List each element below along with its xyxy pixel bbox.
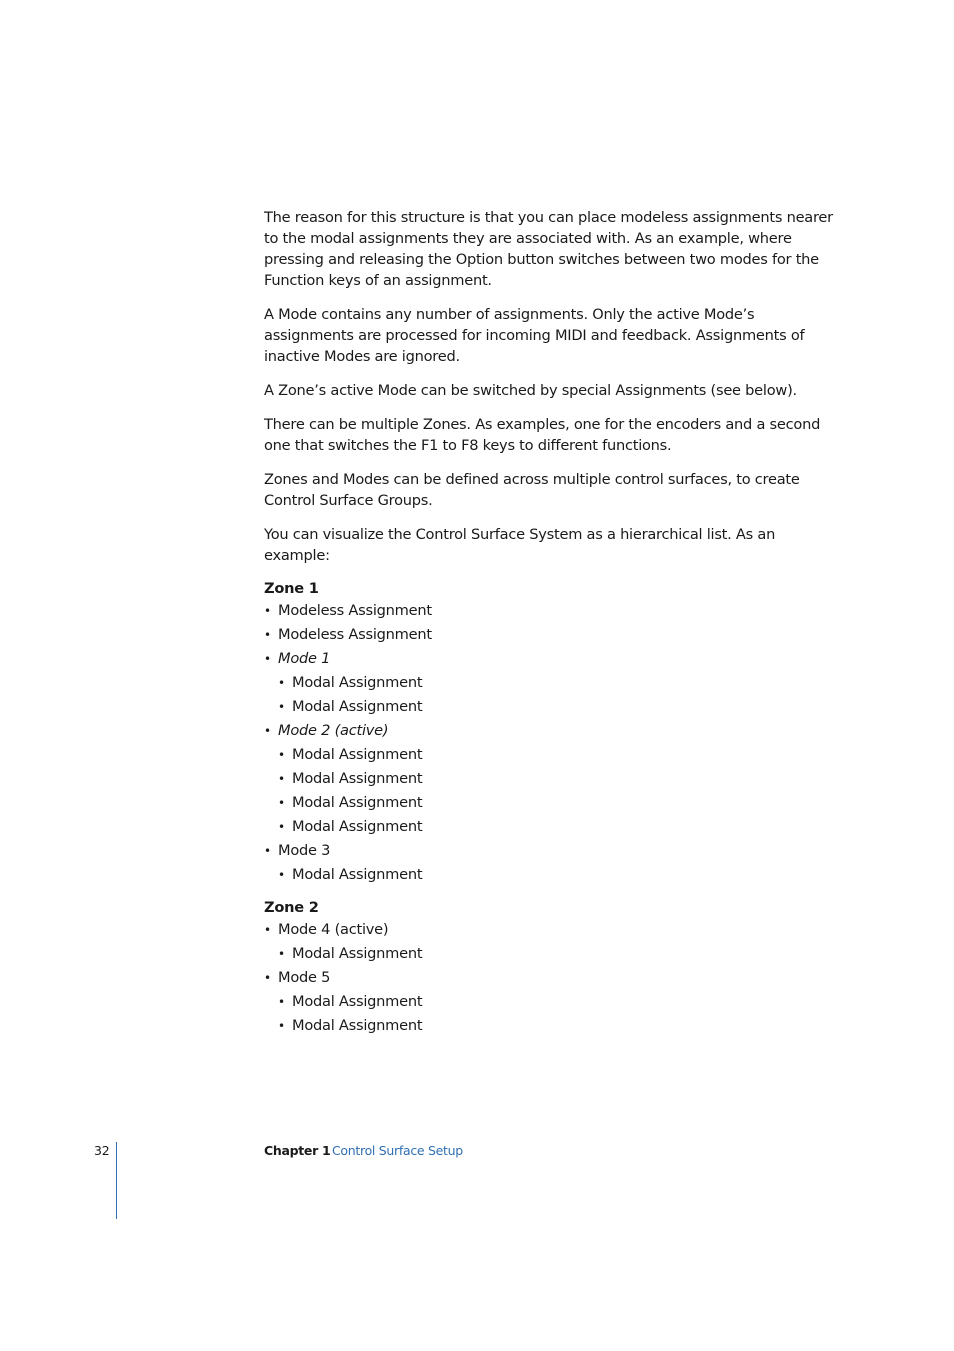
footer-chapter-title: Control Surface Setup [332, 1143, 463, 1158]
zone-block [264, 579, 844, 887]
bullet-icon: • [278, 676, 285, 690]
nested-list-item-label: Modal Assignment [292, 945, 423, 962]
zone-item-list [264, 599, 844, 887]
page-body [264, 207, 844, 1049]
nested-list [278, 990, 844, 1038]
bullet-icon: • [264, 652, 271, 666]
nested-list [278, 863, 844, 887]
nested-list-item-label: Modal Assignment [292, 866, 423, 883]
nested-list [278, 743, 844, 839]
bullet-icon: • [264, 971, 271, 985]
bullet-icon: • [278, 796, 285, 810]
bullet-icon: • [264, 844, 271, 858]
list-item [264, 623, 844, 647]
zone-item-list [264, 918, 844, 1038]
bullet-icon: • [278, 772, 285, 786]
list-item [264, 839, 844, 887]
footer-chapter-label: Chapter 1 [264, 1143, 331, 1158]
nested-list-item-label: Modal Assignment [292, 818, 423, 835]
bullet-icon: • [278, 947, 285, 961]
list-item-label: Mode 5 [278, 969, 331, 986]
bullet-icon: • [264, 604, 271, 618]
bullet-icon: • [278, 820, 285, 834]
body-paragraph: There can be multiple Zones. As examples, one for the encoders and a second one that switches the F1 to F8 keys to different functions. [264, 416, 821, 454]
zone-heading: Zone 2 [264, 899, 319, 916]
bullet-icon: • [264, 923, 271, 937]
nested-list-item-label: Modal Assignment [292, 770, 423, 787]
nested-list-item [278, 671, 844, 695]
bullet-icon: • [264, 724, 271, 738]
zone-block [264, 898, 844, 1038]
list-item-label: Mode 4 (active) [278, 921, 389, 938]
body-paragraph: You can visualize the Control Surface System as a hierarchical list. As an example: [264, 526, 776, 564]
nested-list [278, 671, 844, 719]
list-item-label: Modeless Assignment [278, 602, 432, 619]
bullet-icon: • [278, 700, 285, 714]
list-item [264, 719, 844, 839]
nested-list-item-label: Modal Assignment [292, 993, 423, 1010]
list-item [264, 918, 844, 966]
nested-list-item [278, 815, 844, 839]
bullet-icon: • [264, 628, 271, 642]
nested-list-item-label: Modal Assignment [292, 698, 423, 715]
body-paragraph: A Mode contains any number of assignments. Only the active Mode’s assignments are processed for incoming MIDI and feedback. Assignments of inactive Modes are ignored. [264, 306, 805, 365]
list-item-label: Mode 3 [278, 842, 331, 859]
bullet-icon: • [278, 868, 285, 882]
list-item-label: Mode 1 [278, 650, 331, 667]
nested-list-item [278, 863, 844, 887]
nested-list-item [278, 695, 844, 719]
bullet-icon: • [278, 748, 285, 762]
nested-list-item [278, 767, 844, 791]
nested-list-item [278, 743, 844, 767]
body-paragraph: A Zone’s active Mode can be switched by special Assignments (see below). [264, 382, 797, 399]
nested-list [278, 942, 844, 966]
nested-list-item [278, 942, 844, 966]
page-number: 32 [94, 1143, 110, 1158]
zone-heading: Zone 1 [264, 580, 319, 597]
nested-list-item [278, 990, 844, 1014]
list-item-label: Mode 2 (active) [278, 722, 389, 739]
nested-list-item [278, 1014, 844, 1038]
body-paragraph: The reason for this structure is that you can place modeless assignments nearer to the modal assignments they are associated with. As an example, where pressing and releasing the Option button switches between two modes for the Function keys of an assignment. [264, 209, 833, 289]
bullet-icon: • [278, 1019, 285, 1033]
nested-list-item-label: Modal Assignment [292, 746, 423, 763]
list-item-label: Modeless Assignment [278, 626, 432, 643]
list-item [264, 966, 844, 1038]
hierarchy-list [264, 579, 844, 1038]
body-paragraph: Zones and Modes can be defined across multiple control surfaces, to create Control Surface Groups. [264, 471, 800, 509]
list-item [264, 647, 844, 719]
bullet-icon: • [278, 995, 285, 1009]
nested-list-item [278, 791, 844, 815]
nested-list-item-label: Modal Assignment [292, 794, 423, 811]
footer-divider [116, 1142, 117, 1219]
nested-list-item-label: Modal Assignment [292, 1017, 423, 1034]
list-item [264, 599, 844, 623]
nested-list-item-label: Modal Assignment [292, 674, 423, 691]
